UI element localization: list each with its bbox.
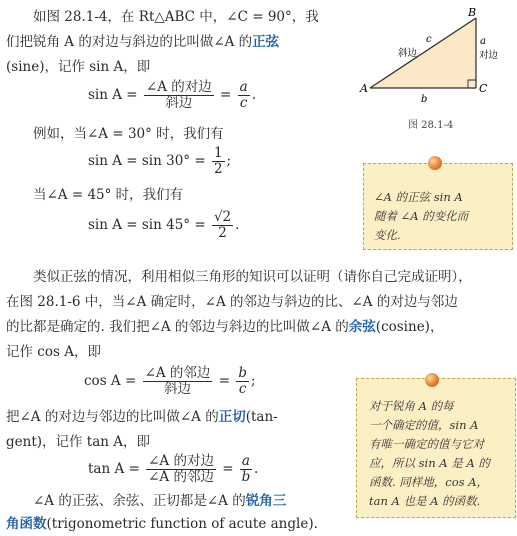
side-label-a: a <box>480 36 486 47</box>
formula-lhs: tan A = <box>88 461 140 477</box>
keyword-cosine: 余弦 <box>348 319 376 335</box>
fraction <box>238 80 250 111</box>
side-note <box>363 163 513 250</box>
opposite-label: 对边 <box>479 50 499 61</box>
side-note <box>356 378 516 518</box>
text-line: 在图 28.1-6 中，当∠A 确定时，∠A 的邻边与斜边的比、∠A 的对边与邻边 <box>6 294 458 310</box>
text-line: 当∠A = 45° 时，我们有 <box>33 187 184 203</box>
text-span: 把∠A 的对边与邻边的比叫做∠A 的 <box>6 409 219 425</box>
text-line: gent)，记作 tan A，即 <box>6 434 151 450</box>
denominator: c <box>239 95 248 111</box>
fraction <box>212 146 225 177</box>
triangle-figure <box>358 6 508 131</box>
numerator: ∠A 的对边 <box>145 79 212 95</box>
formula-lhs: cos A = <box>84 373 137 389</box>
numerator: a <box>239 79 248 95</box>
text-line <box>6 408 278 426</box>
text-span: (trigonometric function of acute angle). <box>46 516 318 532</box>
text-span: ∠A 的正弦、余弦、正切都是∠A 的 <box>33 493 246 509</box>
side-label-b: b <box>421 94 428 105</box>
fraction <box>143 366 213 397</box>
numerator: √2 <box>213 209 232 225</box>
equals: = <box>222 461 234 477</box>
text-line: 例如，当∠A = 30° 时，我们有 <box>33 126 224 142</box>
keyword-trig-function: 锐角三 <box>245 493 287 509</box>
formula-lhs: sin A = sin 30° = <box>88 153 206 169</box>
denominator: ∠A 的邻边 <box>148 469 214 485</box>
keyword-tangent: 正切 <box>218 409 246 425</box>
text-line <box>6 515 318 533</box>
figure-caption: 图 28.1-4 <box>408 120 454 131</box>
denominator: c <box>238 381 247 397</box>
vertex-label-c: C <box>479 82 488 95</box>
text-line: (sine)，记作 sin A，即 <box>6 59 151 75</box>
equals: = <box>220 87 232 103</box>
note-text: 对于锐角 A 的每 一个确定的值，sin A 有唯一确定的值与它对 应，所以 sin A 是 A 的 函数. 同样地，cos A， tan A 也是 A 的函数. <box>369 399 490 508</box>
equals: = <box>218 373 231 389</box>
side-label-c: c <box>426 34 432 45</box>
text-span: (tan- <box>245 409 278 425</box>
numerator: ∠A 的对边 <box>148 453 214 469</box>
fraction <box>146 454 216 485</box>
tangent-formula: tan A = $\frac{\text{∠A 的对边}}{\text{∠A 的邻边}}$ = $\frac{a}{b}$ . <box>88 453 259 485</box>
pin-icon <box>425 373 439 387</box>
numerator: 1 <box>213 145 223 161</box>
text-line: 记作 cos A，即 <box>6 344 101 360</box>
text-span: 们把锐角 A 的对边与斜边的比叫做∠A 的 <box>6 34 253 50</box>
keyword-trig-function: 角函数 <box>6 516 47 532</box>
text-line: 类似正弦的情况，利用相似三角形的知识可以证明（请你自己完成证明）， <box>33 269 472 285</box>
denominator: 2 <box>218 225 227 241</box>
numerator: b <box>238 365 247 381</box>
text-span: 的比都是确定的. 我们把∠A 的邻边与斜边的比叫做∠A 的 <box>6 319 349 335</box>
hypotenuse-label: 斜边 <box>398 48 418 59</box>
formula-lhs: sin A = <box>88 87 138 103</box>
fraction <box>144 80 214 111</box>
sine-formula: sin A = $\frac{\text{∠A 的对边}}{\text{斜边}}$ = $\frac{a}{c}$ . <box>88 79 257 111</box>
sine-45-formula: sin A = sin 45° = $\frac{√2}{2}$ . <box>88 209 240 241</box>
denominator: 斜边 <box>163 381 191 397</box>
denominator: 2 <box>213 161 223 177</box>
text-span: (cosine)， <box>375 319 444 335</box>
text-line <box>6 33 279 51</box>
sine-30-formula: sin A = sin 30° = $\frac{1}{2}$ ; <box>88 145 232 177</box>
fraction <box>240 454 252 485</box>
fraction <box>236 366 249 397</box>
text-line: 如图 28.1-4，在 Rt△ABC 中，∠C = 90°，我 <box>33 9 319 25</box>
pin-icon <box>428 156 442 170</box>
note-text: ∠A 的正弦 sin A 随着 ∠A 的变化而 变化. <box>374 190 469 242</box>
vertex-label-b: B <box>468 6 477 19</box>
denominator: 斜边 <box>165 95 193 111</box>
text-line <box>6 318 443 336</box>
denominator: b <box>241 469 251 485</box>
vertex-label-a: A <box>360 82 368 95</box>
cosine-formula: cos A = $\frac{\text{∠A 的邻边}}{\text{斜边}}$ = $\frac{b}{c}$ ; <box>84 365 256 397</box>
numerator: a <box>241 453 250 469</box>
keyword-sine: 正弦 <box>252 34 280 50</box>
fraction <box>212 210 233 241</box>
formula-lhs: sin A = sin 45° = <box>88 217 206 233</box>
text-line <box>33 492 286 510</box>
numerator: ∠A 的邻边 <box>144 365 211 381</box>
